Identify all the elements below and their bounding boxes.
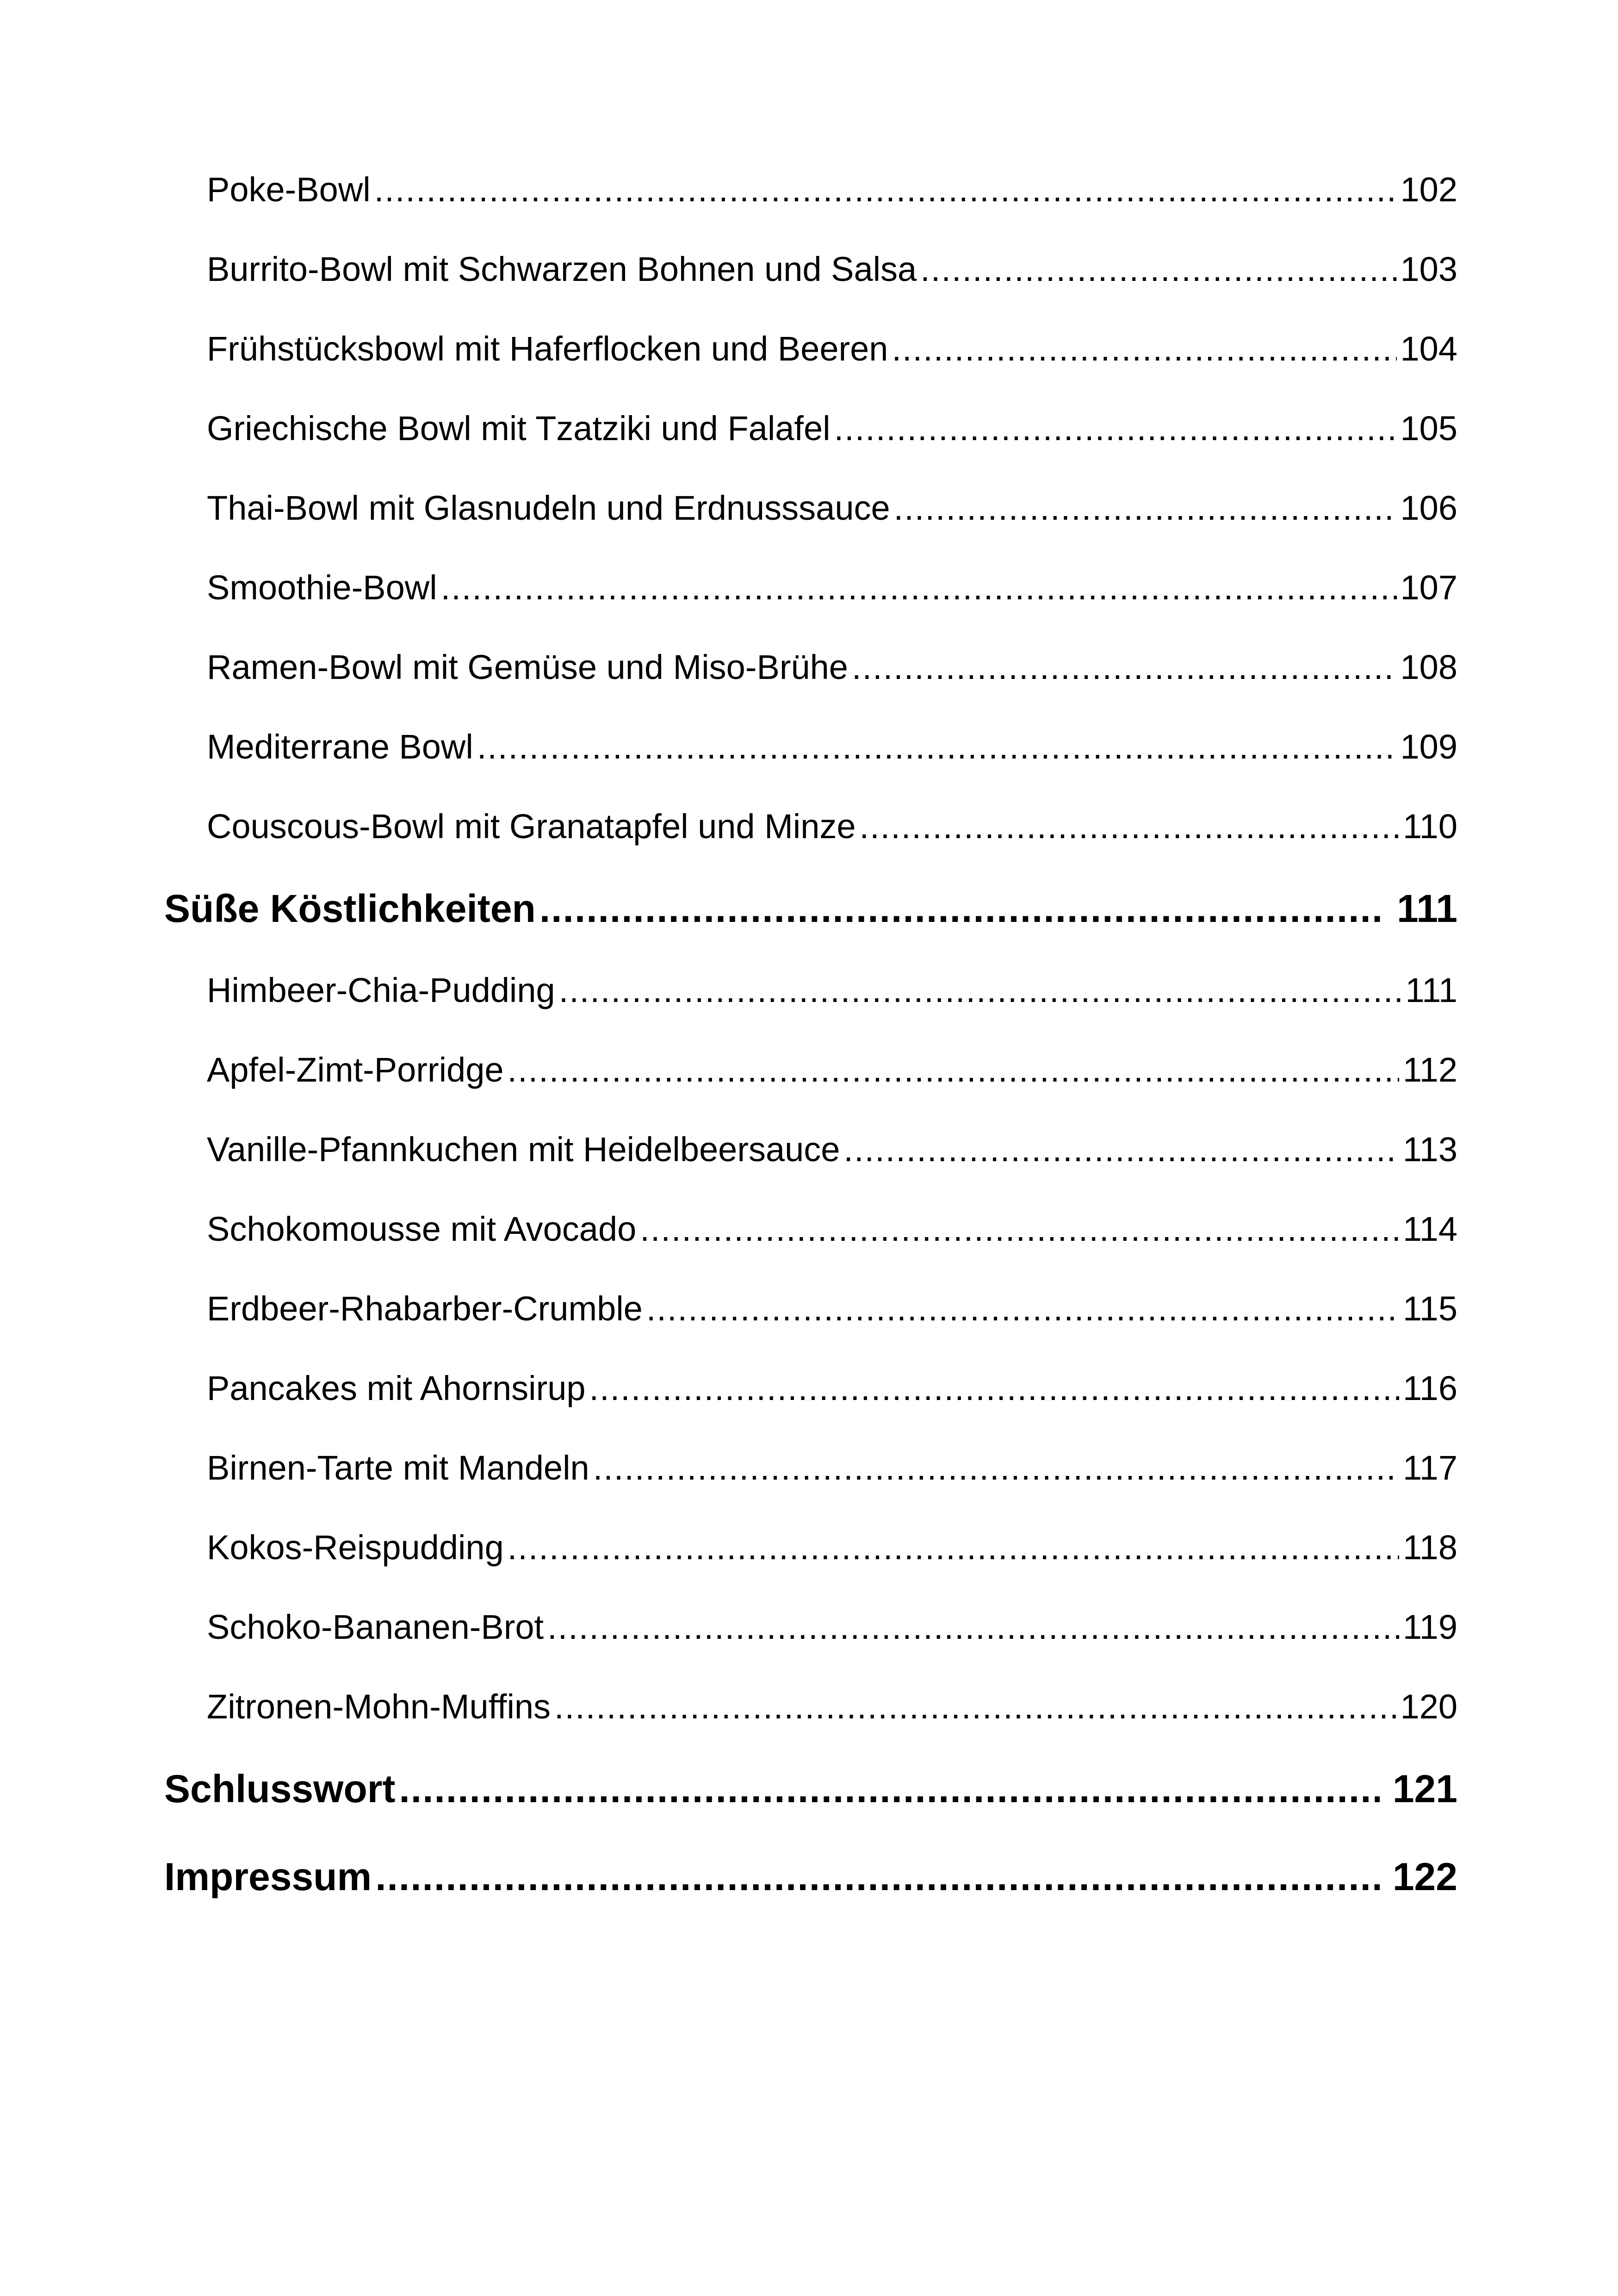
toc-page-number: 111 xyxy=(1397,887,1457,930)
toc-entry-zitronen-mohn-muffins[interactable] xyxy=(164,1674,1457,1754)
toc-chapter-schlusswort[interactable] xyxy=(164,1754,1457,1842)
dot-leader xyxy=(834,396,1397,461)
dot-leader xyxy=(441,555,1397,620)
toc-page-number: 114 xyxy=(1403,1210,1457,1248)
dot-leader xyxy=(646,1276,1399,1341)
toc-page-number: 113 xyxy=(1403,1130,1457,1169)
toc-page-number: 103 xyxy=(1400,250,1457,288)
toc-entry-ramen-bowl[interactable] xyxy=(164,635,1457,715)
toc-entry-schokomousse[interactable] xyxy=(164,1197,1457,1276)
toc-entry-griechische-bowl[interactable] xyxy=(164,396,1457,476)
toc-page-number: 105 xyxy=(1400,409,1457,448)
toc-entry-poke-bowl[interactable] xyxy=(164,157,1457,237)
toc-entry-title: Erdbeer-Rhabarber-Crumble xyxy=(207,1289,643,1328)
toc-page-number: 104 xyxy=(1400,330,1457,368)
toc-entry-title: Schokomousse mit Avocado xyxy=(207,1210,637,1248)
toc-entry-fruehstuecksbowl[interactable] xyxy=(164,317,1457,396)
toc-entry-himbeer-chia-pudding[interactable] xyxy=(164,958,1457,1038)
toc-chapter-suesse-koestlichkeiten[interactable] xyxy=(164,874,1457,958)
dot-leader xyxy=(374,157,1397,222)
toc-entry-title: Smoothie-Bowl xyxy=(207,568,437,607)
dot-leader xyxy=(554,1674,1396,1739)
toc-entry-title: Himbeer-Chia-Pudding xyxy=(207,971,555,1009)
toc-entry-erdbeer-rhabarber-crumble[interactable] xyxy=(164,1276,1457,1356)
toc-entry-pancakes[interactable] xyxy=(164,1356,1457,1436)
toc-entry-title: Couscous-Bowl mit Granatapfel und Minze xyxy=(207,807,856,846)
table-of-contents xyxy=(164,157,1457,1930)
toc-entry-title: Vanille-Pfannkuchen mit Heidelbeersauce xyxy=(207,1130,840,1169)
toc-page-number: 119 xyxy=(1403,1608,1457,1646)
toc-entry-title: Burrito-Bowl mit Schwarzen Bohnen und Salsa xyxy=(207,250,917,288)
toc-page-number: 122 xyxy=(1392,1855,1457,1898)
toc-page-number: 112 xyxy=(1403,1051,1457,1089)
toc-entry-smoothie-bowl[interactable] xyxy=(164,555,1457,635)
toc-chapter-impressum[interactable] xyxy=(164,1842,1457,1930)
toc-page-number: 110 xyxy=(1403,807,1457,846)
toc-entry-kokos-reispudding[interactable] xyxy=(164,1515,1457,1595)
toc-chapter-title: Schlusswort xyxy=(164,1767,396,1811)
toc-entry-title: Kokos-Reispudding xyxy=(207,1528,504,1567)
toc-entry-title: Schoko-Bananen-Brot xyxy=(207,1608,544,1646)
toc-entry-schoko-bananen-brot[interactable] xyxy=(164,1595,1457,1674)
toc-page-number: 107 xyxy=(1400,568,1457,607)
dot-leader xyxy=(894,476,1397,541)
dot-leader xyxy=(852,635,1397,700)
dot-leader xyxy=(920,237,1396,302)
toc-page-number: 120 xyxy=(1400,1687,1457,1726)
dot-leader xyxy=(589,1356,1399,1421)
toc-page-number: 102 xyxy=(1400,170,1457,209)
dot-leader xyxy=(843,1117,1399,1182)
toc-entry-vanille-pfannkuchen[interactable] xyxy=(164,1117,1457,1197)
toc-entry-title: Zitronen-Mohn-Muffins xyxy=(207,1687,551,1726)
toc-entry-couscous-bowl[interactable] xyxy=(164,794,1457,874)
dot-leader xyxy=(593,1436,1399,1500)
toc-page-number: 111 xyxy=(1405,971,1457,1009)
toc-entry-mediterrane-bowl[interactable] xyxy=(164,715,1457,794)
dot-leader xyxy=(640,1197,1399,1262)
toc-chapter-title: Impressum xyxy=(164,1855,372,1898)
dot-leader xyxy=(375,1842,1380,1911)
dot-leader xyxy=(508,1038,1400,1102)
toc-entry-title: Pancakes mit Ahornsirup xyxy=(207,1369,586,1407)
toc-entry-burrito-bowl[interactable] xyxy=(164,237,1457,317)
toc-entry-title: Mediterrane Bowl xyxy=(207,728,473,766)
toc-page-number: 116 xyxy=(1403,1369,1457,1407)
toc-page-number: 115 xyxy=(1403,1289,1457,1328)
toc-chapter-title: Süße Köstlichkeiten xyxy=(164,887,536,930)
dot-leader xyxy=(508,1515,1399,1580)
dot-leader xyxy=(547,1595,1399,1660)
toc-entry-thai-bowl[interactable] xyxy=(164,476,1457,555)
toc-entry-title: Ramen-Bowl mit Gemüse und Miso-Brühe xyxy=(207,648,848,686)
toc-entry-title: Apfel-Zimt-Porridge xyxy=(207,1051,504,1089)
dot-leader xyxy=(477,715,1397,779)
dot-leader xyxy=(539,874,1384,943)
toc-page-number: 117 xyxy=(1403,1449,1457,1487)
dot-leader xyxy=(399,1754,1379,1823)
toc-entry-birnen-tarte[interactable] xyxy=(164,1436,1457,1515)
toc-entry-apfel-zimt-porridge[interactable] xyxy=(164,1038,1457,1117)
toc-page-number: 108 xyxy=(1400,648,1457,686)
toc-entry-title: Thai-Bowl mit Glasnudeln und Erdnusssauce xyxy=(207,489,890,527)
toc-page-number: 109 xyxy=(1400,728,1457,766)
toc-entry-title: Poke-Bowl xyxy=(207,170,371,209)
dot-leader xyxy=(559,958,1402,1023)
dot-leader xyxy=(892,317,1396,381)
dot-leader xyxy=(860,794,1399,859)
toc-page-number: 118 xyxy=(1403,1528,1457,1567)
toc-entry-title: Birnen-Tarte mit Mandeln xyxy=(207,1449,589,1487)
toc-entry-title: Frühstücksbowl mit Haferflocken und Beeren xyxy=(207,330,888,368)
toc-entry-title: Griechische Bowl mit Tzatziki und Falafel xyxy=(207,409,831,448)
toc-page-number: 121 xyxy=(1392,1767,1457,1811)
toc-page-number: 106 xyxy=(1400,489,1457,527)
